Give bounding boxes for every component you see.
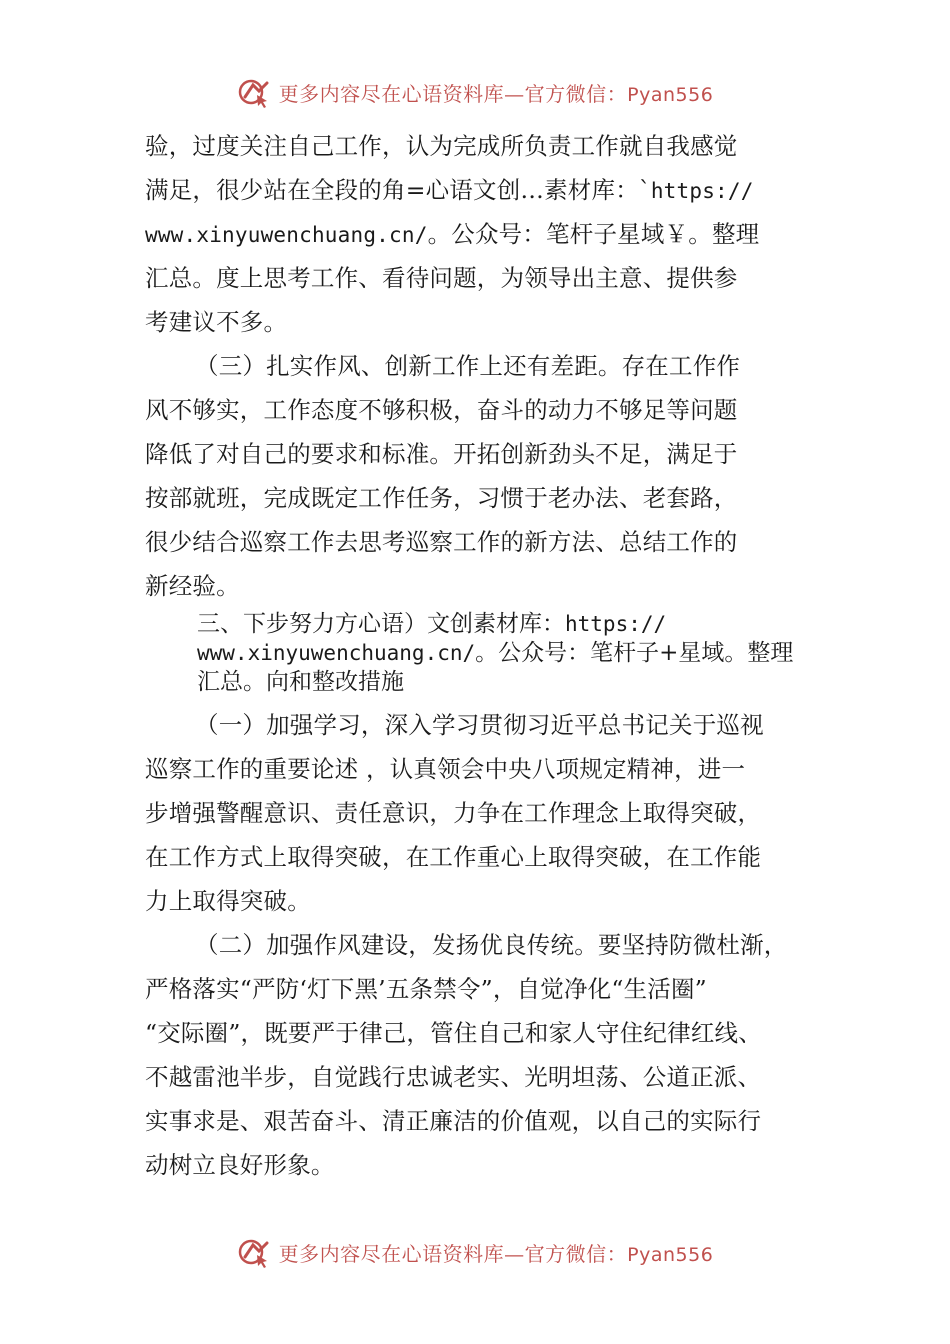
paragraph-first-line: （一）加强学习，深入学习贯彻习近平总书记关于巡视	[195, 711, 764, 739]
text-line: 步增强警醒意识、责任意识，力争在工作理念上取得突破，	[145, 799, 762, 827]
heading-line: www.xinyuwenchuang.cn/。公众号：笔杆子+星域。整理	[197, 640, 794, 666]
text-line: 在工作方式上取得突破，在工作重心上取得突破，在工作能	[145, 843, 762, 871]
text-line: 巡察工作的重要论述 ，认真领会中央八项规定精神，进一	[145, 755, 746, 783]
text-line: 风不够实，工作态度不够积极，奋斗的动力不够足等问题	[145, 396, 738, 424]
paragraph-first-line: （二）加强作风建设，发扬优良传统。要坚持防微杜渐，	[195, 931, 788, 959]
text-line: 不越雷池半步，自觉践行忠诚老实、光明坦荡、公道正派、	[145, 1063, 762, 1091]
hand-pointer-logo-icon	[237, 1235, 277, 1269]
text-line: 按部就班，完成既定工作任务，习惯于老办法、老套路，	[145, 484, 738, 512]
text-line: 满足，很少站在全段的角=心语文创…素材库：`https://	[145, 176, 754, 204]
section-heading	[145, 610, 825, 697]
text-line: 考建议不多。	[145, 308, 288, 336]
text-line: 汇总。度上思考工作、看待问题，为领导出主意、提供参	[145, 264, 738, 292]
banner-text: 更多内容尽在心语资料库—官方微信：Pyan556	[278, 81, 714, 106]
banner-text: 更多内容尽在心语资料库—官方微信：Pyan556	[278, 1241, 714, 1266]
text-line: 严格落实“严防‘灯下黑’五条禁令”，自觉净化“生活圈”	[145, 975, 707, 1003]
text-line: www.xinyuwenchuang.cn/。公众号：笔杆子星域￥。整理	[145, 220, 760, 248]
hand-pointer-logo-icon	[237, 75, 277, 109]
text-line: 动树立良好形象。	[145, 1151, 335, 1179]
text-line: “交际圈”，既要严于律己，管住自己和家人守住纪律红线、	[145, 1019, 762, 1047]
text-line: 验，过度关注自己工作，认为完成所负责工作就自我感觉	[145, 132, 738, 160]
heading-line: 汇总。向和整改措施	[197, 669, 404, 695]
text-line: 实事求是、艰苦奋斗、清正廉洁的价值观，以自己的实际行	[145, 1107, 762, 1135]
text-line: 降低了对自己的要求和标准。开拓创新劲头不足，满足于	[145, 440, 738, 468]
heading-line: 三、下步努力方心语）文创素材库：https://	[197, 611, 667, 637]
paragraph-first-line: （三）扎实作风、创新工作上还有差距。存在工作作	[195, 352, 741, 380]
text-line: 力上取得突破。	[145, 887, 311, 915]
document-body	[145, 124, 825, 1187]
footer-watermark-banner	[0, 1232, 950, 1272]
header-watermark-banner	[0, 72, 950, 112]
text-line: 新经验。	[145, 572, 240, 600]
text-line: 很少结合巡察工作去思考巡察工作的新方法、总结工作的	[145, 528, 738, 556]
